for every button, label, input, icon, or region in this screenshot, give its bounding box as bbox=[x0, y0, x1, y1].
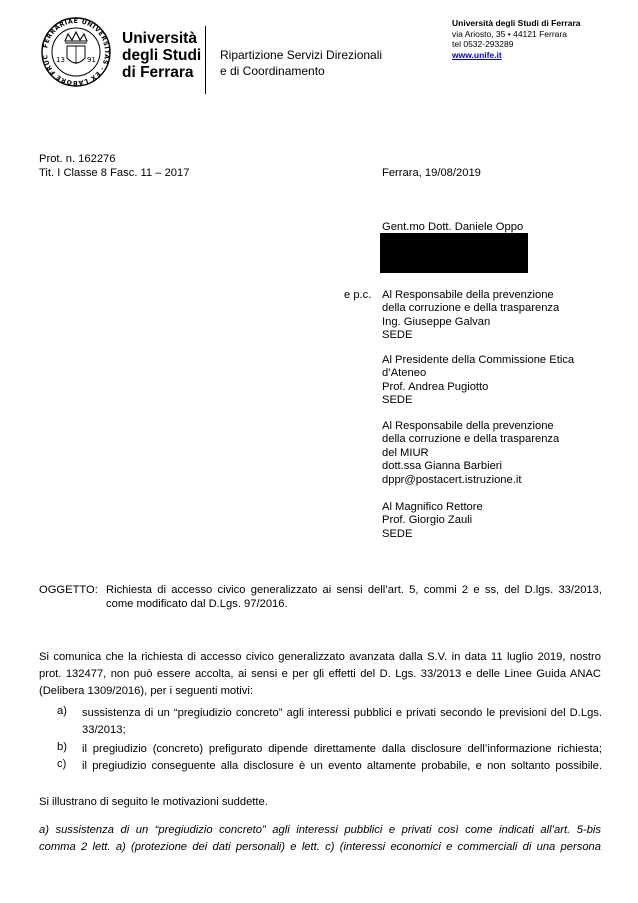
department-line: e di Coordinamento bbox=[220, 64, 325, 78]
section-a-line: comma 2 lett. a) (protezione dei dati personali) e lett. c) (interessi economici e commerciali di una persona bbox=[39, 840, 601, 853]
reason-marker: a) bbox=[57, 705, 67, 717]
subject-label: OGGETTO: bbox=[39, 584, 98, 596]
place-date: Ferrara, 19/08/2019 bbox=[382, 167, 481, 179]
redacted-address bbox=[380, 233, 528, 273]
reason-line: il pregiudizio conseguente alla disclosure è un evento altamente probabile, e non soltanto possibile. bbox=[82, 760, 602, 772]
section-a-paragraph bbox=[39, 822, 601, 856]
cc-line: Prof. Andrea Pugiotto bbox=[382, 380, 489, 393]
website-link[interactable]: www.unife.it bbox=[452, 49, 502, 60]
university-name bbox=[122, 30, 201, 81]
cc-line: Al Magnifico Rettore bbox=[382, 501, 483, 513]
cc-line: Al Presidente della Commissione Etica bbox=[382, 354, 575, 366]
cc-line: del MIUR bbox=[382, 446, 429, 459]
subject-line-2: come modificato dal D.Lgs. 97/2016. bbox=[106, 598, 288, 610]
cc-line: Al Responsabile della prevenzione bbox=[382, 420, 554, 432]
cc-email: dppr@postacert.istruzione.it bbox=[382, 473, 522, 486]
intro-line: Si comunica che la richiesta di accesso civico generalizzato avanzata dalla S.V. in data 11 luglio 2019, nostro bbox=[39, 651, 601, 663]
protocol-classification: Tit. I Classe 8 Fasc. 11 – 2017 bbox=[39, 167, 190, 179]
seal-year-left: 13 bbox=[56, 56, 65, 64]
intro-paragraph bbox=[39, 649, 601, 699]
reasons-list bbox=[39, 705, 602, 775]
subject-line-1: Richiesta di accesso civico generalizzato ai sensi dell’art. 5, commi 2 e ss, del D.lgs. 33/2013, bbox=[106, 584, 602, 596]
seal-year-right: 91 bbox=[87, 56, 96, 64]
reason-line: sussistenza di un “pregiudizio concreto” agli interessi pubblici e privati secondo le previsioni del D.Lgs. bbox=[82, 707, 602, 719]
cc-line: SEDE bbox=[382, 329, 413, 342]
university-name-line: di Ferrara bbox=[122, 64, 194, 81]
cc-line: Prof. Giorgio Zauli bbox=[382, 514, 473, 527]
university-address bbox=[452, 18, 580, 60]
cc-line: della corruzione e della trasparenza bbox=[382, 302, 560, 315]
seal-emblem-icon bbox=[40, 16, 112, 88]
address-street: via Ariosto, 35 • 44121 Ferrara bbox=[452, 28, 567, 39]
cc-line: dott.ssa Gianna Barbieri bbox=[382, 460, 503, 473]
department-line: Ripartizione Servizi Direzionali bbox=[220, 48, 383, 62]
protocol-number: Prot. n. 162276 bbox=[39, 153, 116, 165]
reason-marker: c) bbox=[57, 758, 67, 770]
reason-line: 33/2013; bbox=[82, 724, 126, 736]
university-seal-logo bbox=[40, 16, 112, 88]
cc-line: Al Responsabile della prevenzione bbox=[382, 289, 554, 301]
department-name bbox=[220, 47, 382, 79]
illustration-sentence: Si illustrano di seguito le motivazioni suddette. bbox=[39, 796, 268, 808]
cc-prefix: e p.c. bbox=[344, 289, 372, 301]
section-a-line: a) sussistenza di un “pregiudizio concreto” agli interessi pubblici e privati così come indicati all’art. 5-bis bbox=[39, 824, 601, 836]
address-phone: tel 0532-293289 bbox=[452, 39, 514, 49]
header-divider bbox=[205, 26, 206, 94]
cc-line: SEDE bbox=[382, 394, 413, 407]
reason-line: il pregiudizio (concreto) prefigurato dipende direttamente dalla disclosure dell’informazione richiesta; bbox=[82, 743, 602, 755]
cc-block-3 bbox=[382, 420, 559, 487]
intro-line: (Delibera 1309/2016), per i seguenti motivi: bbox=[39, 684, 253, 697]
address-name: Università degli Studi di Ferrara bbox=[452, 18, 581, 28]
seal-text: FERRARIAE UNIVERSITAS · EX LABORE FRUC bbox=[42, 17, 111, 87]
cc-block-4 bbox=[382, 501, 483, 541]
cc-line: della corruzione e della trasparenza bbox=[382, 433, 560, 446]
cc-block-1 bbox=[382, 289, 559, 343]
university-name-line: Università bbox=[122, 30, 197, 47]
intro-line: prot. 132477, non può essere accolta, ai sensi e per gli effetti del D. Lgs. 33/2013 e delle Linee Guida ANAC bbox=[39, 667, 601, 680]
reason-marker: b) bbox=[57, 741, 67, 753]
cc-line: SEDE bbox=[382, 527, 413, 540]
cc-line: Ing. Giuseppe Galvan bbox=[382, 315, 491, 328]
cc-block-2 bbox=[382, 354, 574, 408]
cc-line: d’Ateneo bbox=[382, 367, 427, 380]
recipient-name: Gent.mo Dott. Daniele Oppo bbox=[382, 221, 524, 233]
university-name-line: degli Studi bbox=[122, 47, 202, 64]
